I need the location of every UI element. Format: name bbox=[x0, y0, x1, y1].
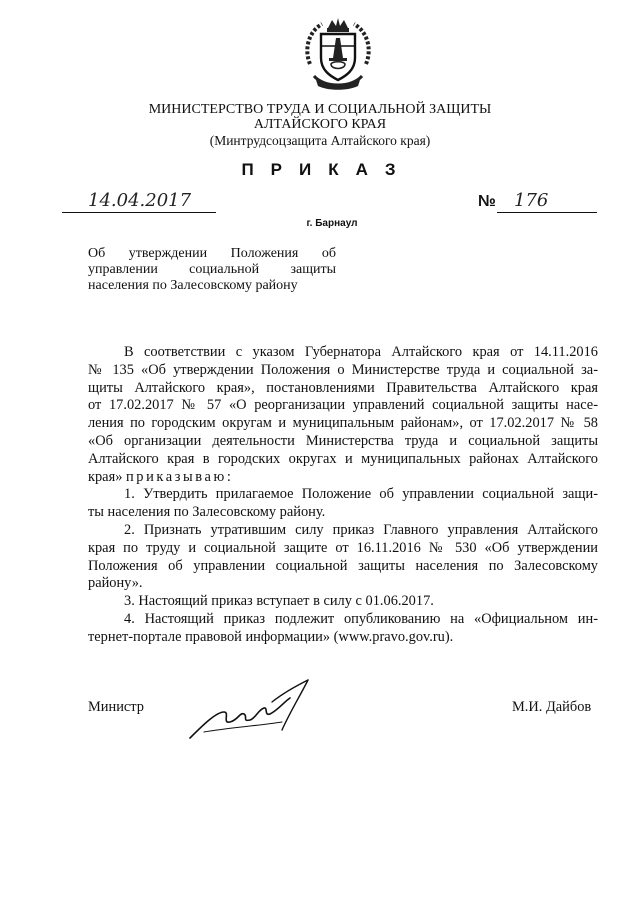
body-line: тернет-портале правовой информации» (www.pravo.gov.ru). bbox=[88, 628, 454, 645]
item-1 bbox=[88, 486, 598, 522]
body-line: 3. Настоящий приказ вступает в силу с 01.06.2017. bbox=[124, 593, 434, 610]
subject-line: населения по Залесовскому району bbox=[88, 278, 298, 293]
document-date: 14.04.2017 bbox=[88, 190, 192, 211]
body-line: району». bbox=[88, 575, 143, 592]
item-2 bbox=[88, 522, 598, 593]
ministry-abbreviation: (Минтрудсоцзащита Алтайского края) bbox=[209, 133, 431, 148]
number-underline bbox=[497, 212, 597, 213]
document-number-label: № bbox=[478, 193, 496, 210]
body-line: В соответствии с указом Губернатора Алтайского края от 14.11.2016 bbox=[124, 344, 598, 360]
body-line: Положения об управлении социальной защиты населения по Залесовскому bbox=[88, 557, 598, 574]
subject-line: Об утверждении Положения об bbox=[88, 246, 336, 261]
body-line: 2. Признать утратившим силу приказ Главного управления Алтайского bbox=[124, 521, 598, 538]
body-line: ты населения по Залесовскому району. bbox=[88, 504, 326, 521]
item-4 bbox=[88, 611, 598, 647]
body-line: № 135 «Об утверждении Положения о Министерстве труда и социальной за- bbox=[88, 361, 598, 378]
body-line bbox=[88, 469, 598, 487]
document-type-title: ПРИКАЗ bbox=[241, 160, 413, 179]
body-line: щиты Алтайского края», постановлениями Правительства Алтайского края bbox=[88, 379, 598, 396]
signer-name: М.И. Дайбов bbox=[512, 699, 592, 715]
order-word: приказываю: bbox=[126, 468, 234, 485]
document-subject bbox=[88, 246, 336, 294]
item-3 bbox=[88, 593, 598, 611]
body-line: края по труду и социальной защите от 16.11.2016 № 530 «Об утверждении bbox=[88, 539, 598, 556]
handwritten-signature bbox=[186, 672, 320, 748]
body-line: 4. Настоящий приказ подлежит опубликованию на «Официальном ин- bbox=[124, 610, 598, 627]
document-city: г. Барнаул bbox=[306, 218, 358, 229]
body-line: 1. Утвердить прилагаемое Положение об управлении социальной защи- bbox=[124, 486, 598, 503]
preamble-paragraph bbox=[88, 344, 598, 486]
body-line: «Об организации деятельности Министерства труда и социальной защиты bbox=[88, 432, 598, 449]
document-number: 176 bbox=[514, 190, 549, 211]
body-line: ления по городским округам и муниципальным районам», от 17.02.2017 № 58 bbox=[88, 415, 598, 432]
subject-line: управлении социальной защиты bbox=[88, 262, 336, 277]
body-line: от 17.02.2017 № 57 «О реорганизации управлений социальной защиты насе- bbox=[88, 397, 598, 414]
region-name: АЛТАЙСКОГО КРАЯ bbox=[253, 117, 387, 132]
signer-title: Министр bbox=[88, 699, 144, 715]
date-underline bbox=[62, 212, 216, 213]
body-line: Алтайского края в городских округах и муниципальных районах Алтайского bbox=[88, 450, 598, 467]
preamble-last-word: края» bbox=[88, 468, 123, 485]
ministry-name: МИНИСТЕРСТВО ТРУДА И СОЦИАЛЬНОЙ ЗАЩИТЫ bbox=[148, 102, 492, 117]
altai-krai-coat-of-arms-icon bbox=[296, 14, 380, 96]
document-body bbox=[88, 344, 598, 647]
